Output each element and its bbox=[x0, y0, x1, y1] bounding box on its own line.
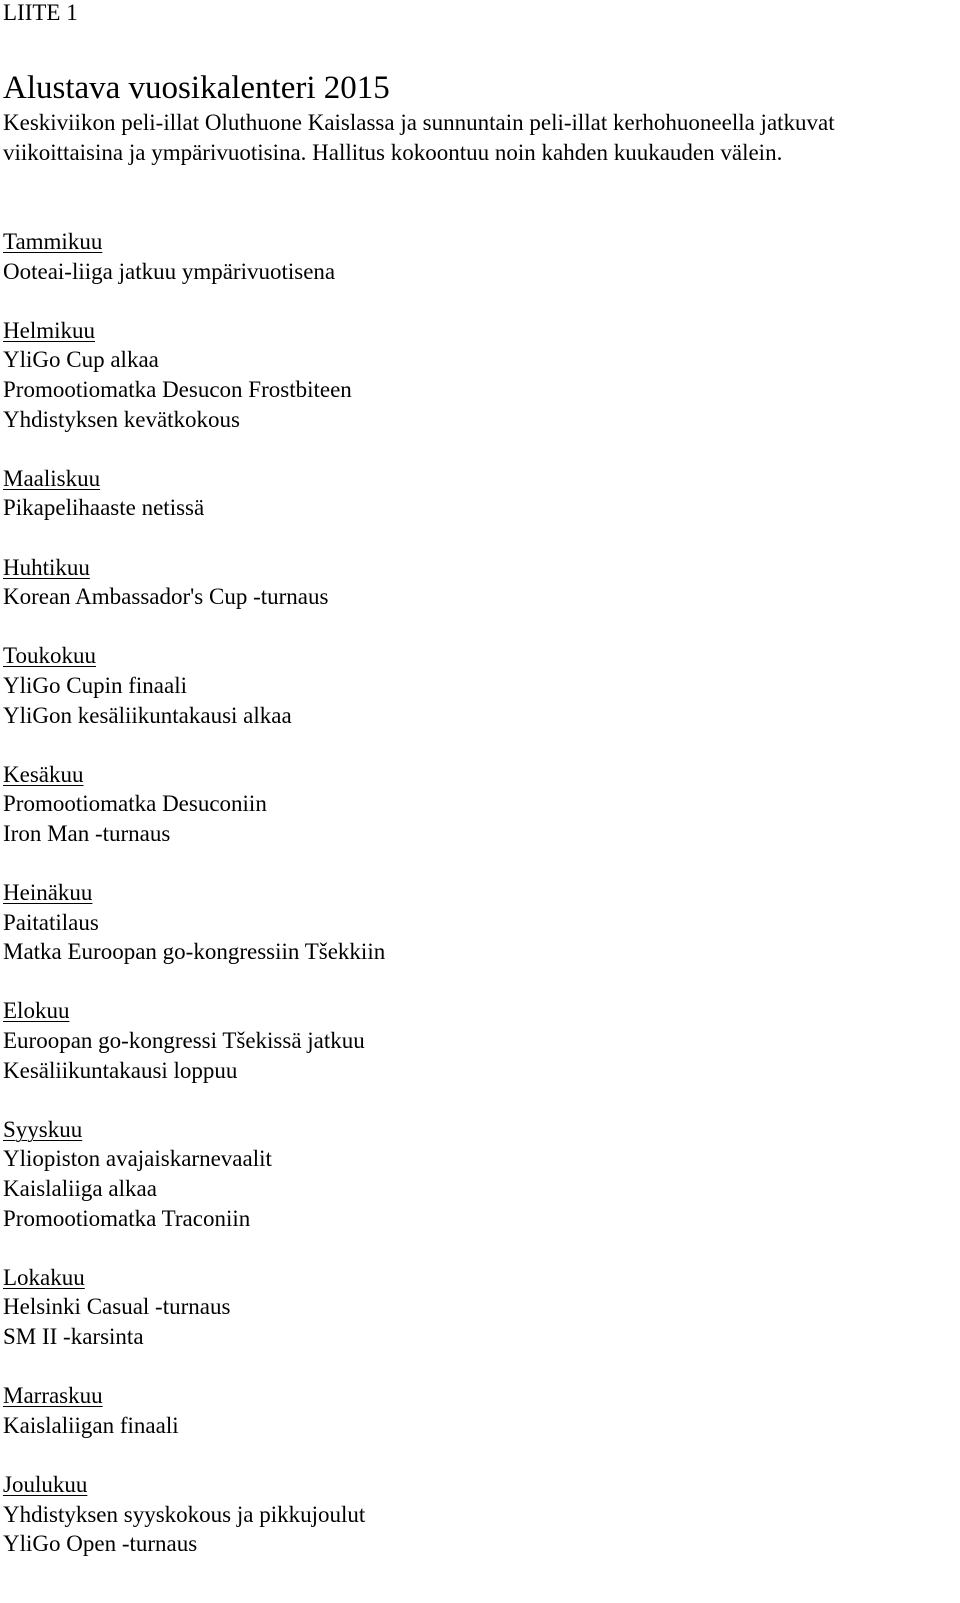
month-heading: Lokakuu bbox=[3, 1264, 85, 1290]
event-item: Yliopiston avajaiskarnevaalit bbox=[3, 1146, 272, 1172]
month-section bbox=[3, 1470, 953, 1559]
month-heading: Joulukuu bbox=[3, 1471, 88, 1497]
month-heading: Helmikuu bbox=[3, 317, 95, 343]
month-heading: Kesäkuu bbox=[3, 761, 84, 787]
intro-line-1: Keskiviikon peli-illat Oluthuone Kaislassa ja sunnuntain peli-illat kerhohuoneella jatkuvat bbox=[3, 110, 835, 135]
document-page bbox=[3, 0, 953, 1557]
month-section bbox=[3, 316, 953, 434]
month-heading: Huhtikuu bbox=[3, 554, 90, 580]
month-section bbox=[3, 1381, 953, 1440]
month-heading: Elokuu bbox=[3, 998, 70, 1024]
event-item: Matka Euroopan go-kongressiin Tšekkiin bbox=[3, 939, 386, 965]
month-section bbox=[3, 641, 953, 730]
event-item: SM II -karsinta bbox=[3, 1323, 144, 1349]
month-heading: Marraskuu bbox=[3, 1383, 103, 1409]
month-section bbox=[3, 227, 953, 286]
event-item: Yhdistyksen kevätkokous bbox=[3, 406, 241, 432]
month-section bbox=[3, 1115, 953, 1233]
month-section bbox=[3, 760, 953, 849]
event-item: YliGo Open -turnaus bbox=[3, 1531, 198, 1557]
month-heading: Toukokuu bbox=[3, 643, 96, 669]
event-item: Kesäliikuntakausi loppuu bbox=[3, 1057, 238, 1083]
month-section bbox=[3, 464, 953, 523]
event-item: Kaislaliigan finaali bbox=[3, 1412, 179, 1438]
month-heading: Syyskuu bbox=[3, 1116, 83, 1142]
event-item: Euroopan go-kongressi Tšekissä jatkuu bbox=[3, 1028, 365, 1054]
month-heading: Maaliskuu bbox=[3, 465, 101, 491]
document-title: Alustava vuosikalenteri 2015 bbox=[3, 70, 390, 106]
month-section bbox=[3, 1263, 953, 1352]
intro-paragraph bbox=[3, 108, 953, 168]
event-item: Pikapelihaaste netissä bbox=[3, 495, 205, 521]
event-item: Paitatilaus bbox=[3, 909, 99, 935]
month-heading: Heinäkuu bbox=[3, 880, 93, 906]
event-item: Kaislaliiga alkaa bbox=[3, 1176, 157, 1201]
months-list bbox=[3, 227, 953, 1588]
appendix-label: LIITE 1 bbox=[3, 0, 78, 25]
event-item: YliGo Cup alkaa bbox=[3, 347, 159, 373]
month-section bbox=[3, 553, 953, 612]
event-item: Promootiomatka Desuconiin bbox=[3, 791, 267, 817]
event-item: Ooteai-liiga jatkuu ympärivuotisena bbox=[3, 258, 336, 284]
month-section bbox=[3, 996, 953, 1085]
intro-line-2: viikoittaisina ja ympärivuotisina. Hallitus kokoontuu noin kahden kuukauden välein. bbox=[3, 140, 783, 165]
event-item: Helsinki Casual -turnaus bbox=[3, 1294, 231, 1320]
event-item: Iron Man -turnaus bbox=[3, 820, 171, 846]
event-item: YliGo Cupin finaali bbox=[3, 672, 187, 698]
month-heading: Tammikuu bbox=[3, 229, 103, 254]
event-item: Promootiomatka Desucon Frostbiteen bbox=[3, 376, 352, 402]
event-item: Yhdistyksen syyskokous ja pikkujoulut bbox=[3, 1501, 366, 1527]
event-item: Promootiomatka Traconiin bbox=[3, 1205, 251, 1231]
month-section bbox=[3, 878, 953, 967]
event-item: Korean Ambassador's Cup -turnaus bbox=[3, 584, 329, 610]
event-item: YliGon kesäliikuntakausi alkaa bbox=[3, 702, 292, 728]
